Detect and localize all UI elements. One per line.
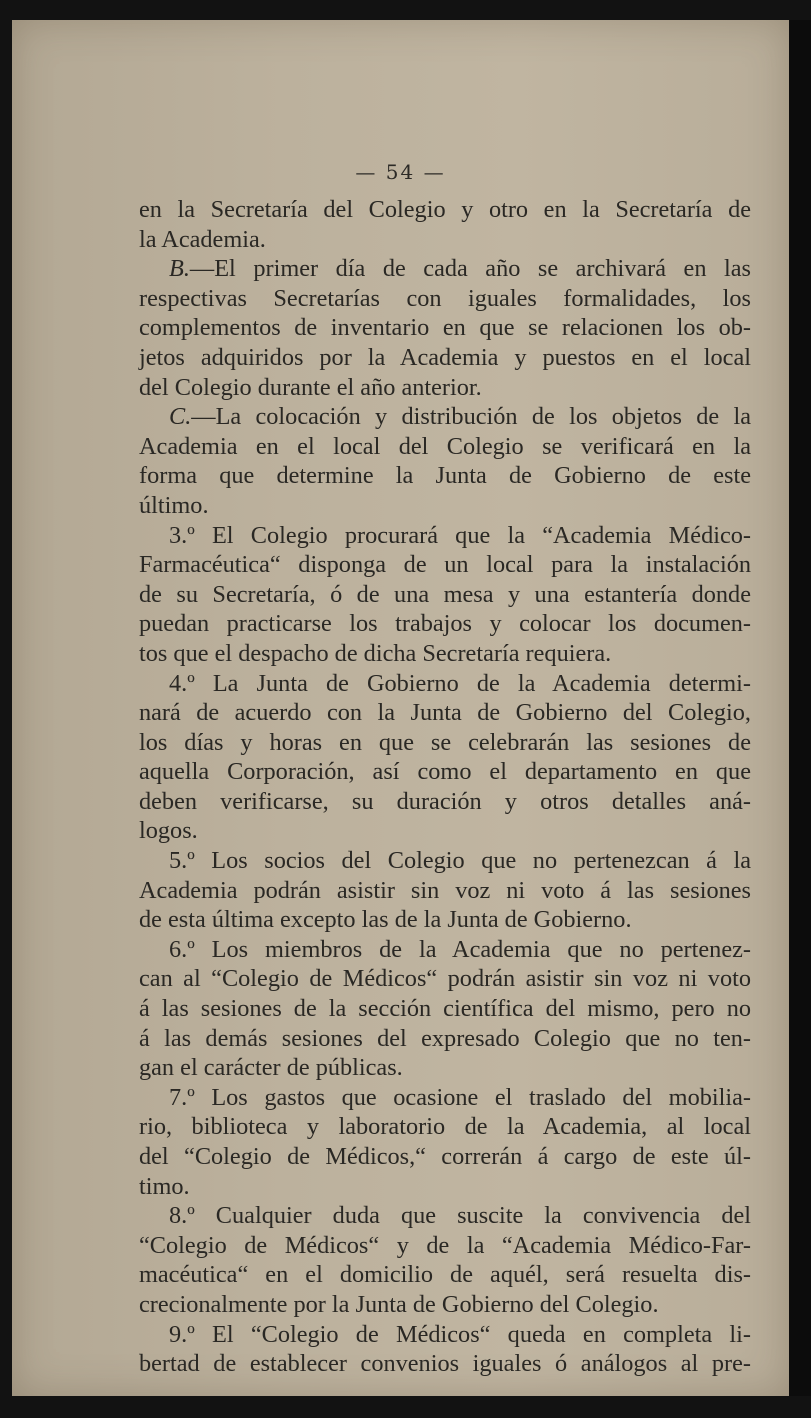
line-text: del Colegio durante el año anterior. [139,373,482,401]
line-text: jetos adquiridos por la Academia y puestos en el local [139,343,751,371]
text-line [139,876,751,906]
line-text: 3.º El Colegio procurará que la “Academia Médico- [169,521,751,549]
text-line [139,343,751,373]
text-line [139,609,751,639]
line-text: 9.º El “Colegio de Médicos“ queda en completa li- [169,1320,751,1348]
line-text: tos que el despacho de dicha Secretaría requiera. [139,639,612,667]
line-text: 6.º Los miembros de la Academia que no pertenez- [169,935,751,963]
line-text: macéutica“ en el domicilio de aquél, será resuelta dis- [139,1261,751,1289]
text-line [139,550,751,580]
text-line [139,728,751,758]
line-text: Farmacéutica“ disponga de un local para la instalación [139,551,751,579]
line-text: respectivas Secretarías con iguales formalidades, los [139,284,751,312]
text-line [139,935,751,965]
text-line [139,432,751,462]
text-line [139,698,751,728]
text-line [139,905,751,935]
body-text [139,195,751,1379]
line-text: complementos de inventario en que se relacionen los ob- [139,314,751,342]
line-text: á las demás sesiones del expresado Colegio que no ten- [139,1024,751,1052]
line-text: á las sesiones de la sección científica del mismo, pero no [139,995,751,1023]
text-line [139,195,751,225]
text-line [139,757,751,787]
text-line [139,1201,751,1231]
text-line [139,461,751,491]
line-text: de esta última excepto las de la Junta de Gobierno. [139,906,632,934]
line-text: 5.º Los socios del Colegio que no pertenezcan á la [169,847,751,875]
text-line [139,816,751,846]
line-text: “Colegio de Médicos“ y de la “Academia Médico-Far- [139,1231,751,1259]
text-line [139,1053,751,1083]
text-line [139,1231,751,1261]
line-text: del “Colegio de Médicos,“ correrán á cargo de este úl- [139,1143,751,1170]
text-line [139,1320,751,1350]
line-text: crecionalmente por la Junta de Gobierno del Colegio. [139,1290,659,1318]
text-line [139,313,751,343]
text-line [139,669,751,699]
line-text: Academia en el local del Colegio se verificará en la [139,432,751,460]
text-line [139,1290,751,1320]
line-text: timo. [139,1172,190,1200]
text-line [139,1349,751,1379]
text-line [139,1112,751,1142]
book-page [12,20,789,1396]
text-line [139,284,751,314]
line-text: último. [139,491,209,519]
text-line [139,1024,751,1054]
text-line [139,254,751,284]
line-text: los días y horas en que se celebrarán las sesiones de [139,728,751,756]
text-line [139,521,751,551]
line-text: puedan practicarse los trabajos y colocar los documen- [139,610,751,638]
text-line [139,787,751,817]
line-text: deben verificarse, su duración y otros detalles aná- [139,787,751,815]
text-line [139,1172,751,1202]
text-line [139,373,751,403]
line-text: forma que determine la Junta de Gobierno de este [139,462,751,490]
text-line [139,1142,751,1172]
line-text: —El primer día de cada año se archivará en las [189,255,751,283]
text-line [139,225,751,255]
text-line [139,491,751,521]
line-text: aquella Corporación, así como el departamento en que [139,758,751,786]
paragraph-label: B. [169,255,190,283]
line-text: Academia podrán asistir sin voz ni voto á las sesiones [139,876,751,904]
line-text: logos. [139,817,198,845]
paragraph-label: C. [169,403,192,431]
page-number: — 54 — [355,160,446,184]
line-text: bertad de establecer convenios iguales ó análogos al pre- [139,1350,751,1378]
line-text: la Academia. [139,225,266,253]
text-line [139,964,751,994]
line-text: 4.º La Junta de Gobierno de la Academia determi- [169,669,751,697]
line-text: rio, biblioteca y laboratorio de la Academia, al local [139,1113,751,1141]
text-line [139,580,751,610]
scan-edge [789,20,811,1396]
line-text: —La colocación y distribución de los objetos de la [191,403,751,431]
line-text: can al “Colegio de Médicos“ podrán asistir sin voz ni voto [139,965,751,993]
line-text: nará de acuerdo con la Junta de Gobierno del Colegio, [139,699,751,727]
line-text: 7.º Los gastos que ocasione el traslado del mobilia- [169,1083,751,1111]
text-line [139,639,751,669]
line-text: 8.º Cualquier duda que suscite la convivencia del [169,1202,751,1230]
line-text: gan el carácter de públicas. [139,1054,403,1082]
text-line [139,994,751,1024]
text-line [139,402,751,432]
line-text: de su Secretaría, ó de una mesa y una estantería donde [139,580,751,608]
text-line [139,1260,751,1290]
line-text: en la Secretaría del Colegio y otro en la Secretaría de [139,196,751,223]
text-line [139,1083,751,1113]
text-line [139,846,751,876]
